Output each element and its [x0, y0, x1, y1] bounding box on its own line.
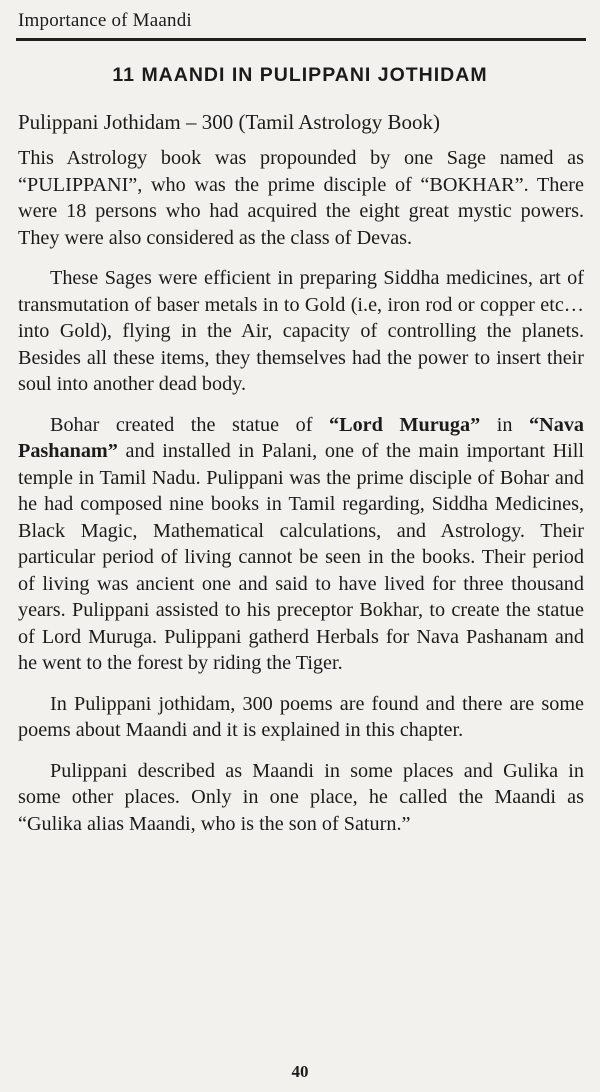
chapter-title: 11 MAANDI IN PULIPPANI JOTHIDAM	[112, 64, 488, 86]
paragraph-3-text-a: Bohar created the statue of	[50, 413, 330, 436]
paragraph-3-text-b: in	[480, 413, 530, 436]
nava-pashanam-bold: “Nava Pashanam”	[18, 413, 585, 462]
paragraph-3-text-c: and installed in Palani, one of the main important Hill temple in Tamil Nadu. Pulippani was the prime disciple of Bohar and he had composed nine books in Tamil regarding, Siddha Medicines, Black Magic, Mathematical calculations, and Astrology. Their particular period of living cannot be seen in the books. Their period of living was ancient one and said to have lived for three thousand years. Pulippani assisted to his preceptor Bokhar, to create the statue of Lord Muruga. Pulippani gatherd Herbals for Nava Pashanam and he went to the forest by riding the Tiger.	[18, 440, 584, 674]
header-rule	[16, 38, 586, 41]
paragraph-5: Pulippani described as Maandi in some places and Gulika in some other places. Only in one place, he called the Maandi as “Gulika alias Maandi, who is the son of Saturn.”	[18, 759, 584, 835]
paragraph-2: These Sages were efficient in preparing Siddha medicines, art of transmutation of baser metals in to Gold (i.e, iron rod or copper etc… into Gold), flying in the Air, capacity of controlling the planets. Besides all these items, they themselves had the power to insert their soul into another dead body.	[18, 267, 584, 395]
running-header: Importance of Maandi	[18, 10, 192, 31]
paragraph-4: In Pulippani jothidam, 300 poems are found and there are some poems about Maandi and it is explained in this chapter.	[18, 692, 584, 741]
paragraph-3	[18, 412, 584, 677]
paragraph-1: This Astrology book was propounded by one Sage named as “PULIPPANI”, who was the prime disciple of “BOKHAR”. There were 18 persons who had acquired the eight great mystic powers. They were also considered as the class of Devas.	[18, 147, 584, 249]
page-number: 40	[291, 1062, 309, 1081]
lord-muruga-bold: “Lord Muruga”	[329, 413, 481, 436]
section-subheading: Pulippani Jothidam – 300 (Tamil Astrology Book)	[18, 110, 441, 134]
body-text	[18, 145, 584, 851]
